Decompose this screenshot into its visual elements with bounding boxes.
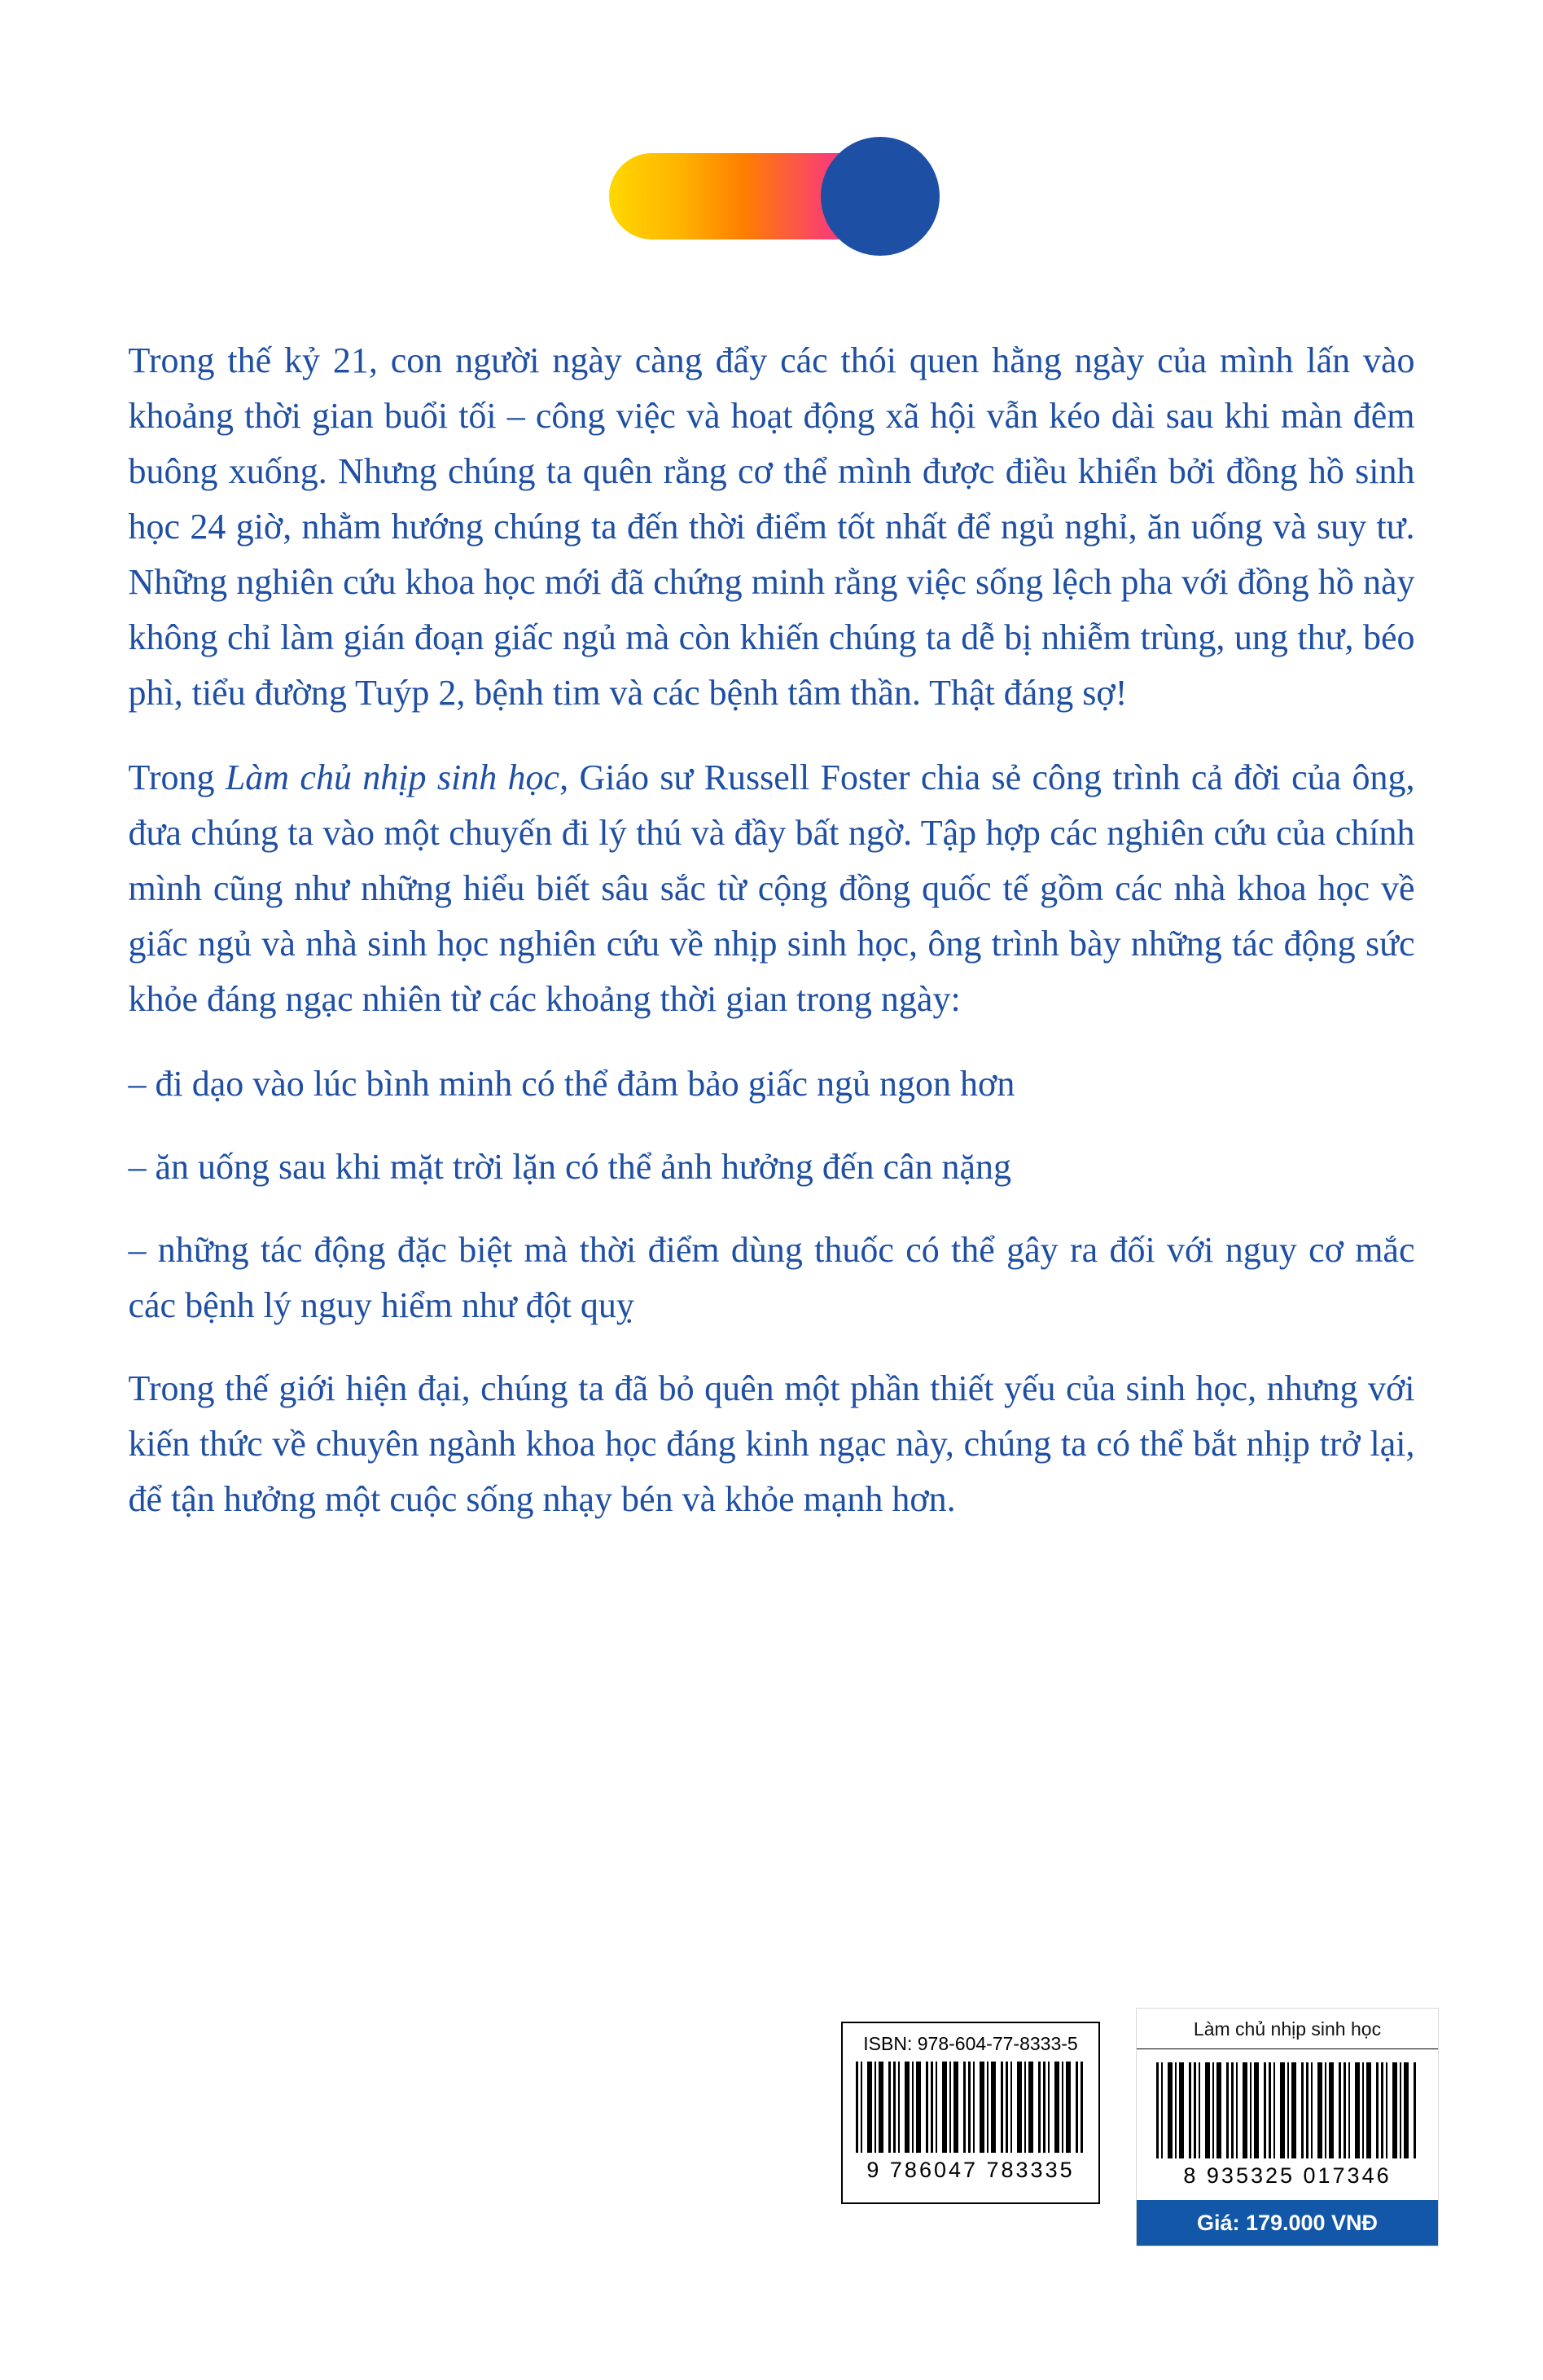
paragraph-book-intro [129, 750, 1415, 1027]
product-barcode-bars-icon [1156, 2062, 1418, 2158]
paragraph-century-habits: Trong thế kỷ 21, con người ngày càng đẩy các thói quen hằng ngày của mình lấn vào khoảng thời gian buổi tối – công việc và hoạt động xã hội vẫn kéo dài sau khi màn đêm buông xuống. Nhưng chúng ta quên rằng cơ thể mình được điều khiển bởi đồng hồ sinh học 24 giờ, nhằm hướng chúng ta đến thời điểm tốt nhất để ngủ nghỉ, ăn uống và suy tư. Những nghiên cứu khoa học mới đã chứng minh rằng việc sống lệch pha với đồng hồ này không chỉ làm gián đoạn giấc ngủ mà còn khiến chúng ta dễ bị nhiễm trùng, ung thư, béo phì, tiểu đường Tuýp 2, bệnh tim và các bệnh tâm thần. Thật đáng sợ! [128, 340, 1415, 713]
logo-blue-circle-icon [821, 137, 940, 256]
bullet-medication-timing: – những tác động đặc biệt mà thời điểm dùng thuốc có thể gây ra đối với nguy cơ mắc các bệnh lý nguy hiểm như đột quỵ [128, 1230, 1415, 1325]
product-title: Làm chủ nhịp sinh học [1137, 2009, 1438, 2049]
price-badge: Giá: 179.000 VNĐ [1137, 2200, 1438, 2246]
publisher-logo [609, 137, 935, 256]
isbn-barcode-bars-icon [856, 2062, 1085, 2153]
product-barcode-digits: 8 935325 017346 [1183, 2163, 1392, 2188]
bullet-dawn-walk: – đi dạo vào lúc bình minh có thể đảm bảo giấc ngủ ngon hơn [128, 1064, 1015, 1104]
product-barcode-area [1137, 2049, 1438, 2192]
book-title-italic: Làm chủ nhịp sinh học [225, 757, 560, 797]
product-barcode-box [1136, 2008, 1439, 2246]
paragraph-book-intro-prefix: Trong [128, 757, 226, 797]
isbn-barcode-box [841, 2022, 1100, 2204]
isbn-barcode-digits: 9 786047 783335 [866, 2158, 1075, 2182]
paragraph-book-intro-rest: , Giáo sư Russell Foster chia sẻ công trình cả đời của ông, đưa chúng ta vào một chuyến đi lý thú và đầy bất ngờ. Tập hợp các nghiên cứu của chính mình cũng như những hiểu biết sâu sắc từ cộng đồng quốc tế gồm các nhà khoa học về giấc ngủ và nhà sinh học nghiên cứu về nhịp sinh học, ông trình bày những tác động sức khỏe đáng ngạc nhiên từ các khoảng thời gian trong ngày: [128, 757, 1415, 1019]
paragraph-closing: Trong thế giới hiện đại, chúng ta đã bỏ quên một phần thiết yếu của sinh học, nhưng với kiến thức về chuyên ngành khoa học đáng kinh ngạc này, chúng ta có thể bắt nhịp trở lại, để tận hưởng một cuộc sống nhạy bén và khỏe mạnh hơn. [128, 1368, 1415, 1519]
blurb-text-column [129, 333, 1415, 1527]
isbn-label: ISBN: 978-604-77-8333-5 [863, 2033, 1078, 2054]
bullet-eating-after-sunset: – ăn uống sau khi mặt trời lặn có thể ảnh hưởng đến cân nặng [128, 1147, 1012, 1187]
barcode-section [841, 2008, 1439, 2246]
